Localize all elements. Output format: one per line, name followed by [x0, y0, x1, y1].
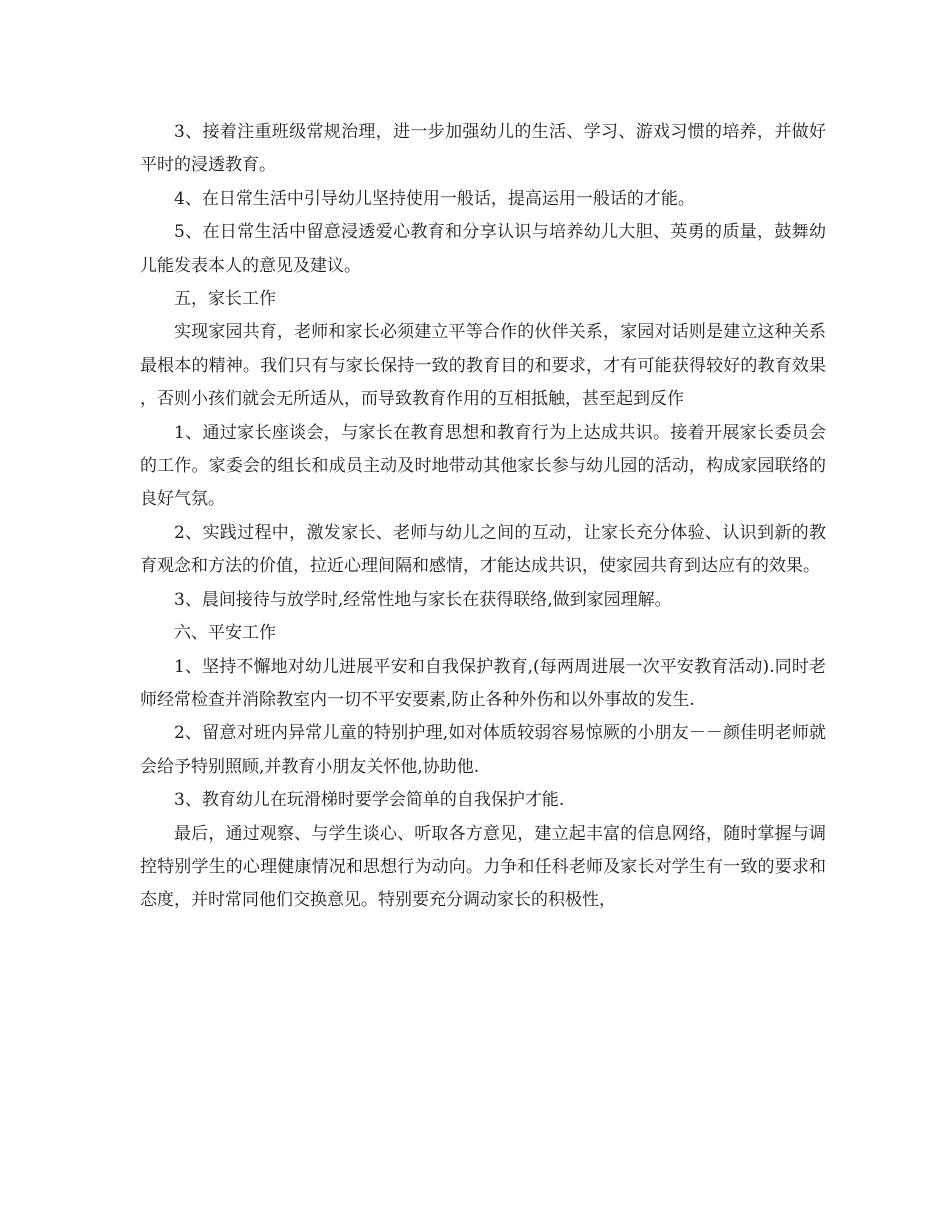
paragraph-special-care: 2、留意对班内异常儿童的特别护理,如对体质较弱容易惊厥的小朋友－－颜佳明老师就会给予特别照顾,并教育小朋友关怀他,协助他. [140, 723, 826, 777]
section-heading-parent-work: 五，家长工作 [174, 289, 276, 310]
paragraph-home-school-cooperation: 实现家园共育，老师和家长必须建立平等合作的伙伴关系，家园对话则是建立这种关系最根本的精神。我们只有与家长保持一致的教育目的和要求，才有可能获得较好的教育效果，否则小孩们就会无所适从，而导致教育作用的互相抵触，甚至起到反作 [140, 322, 826, 410]
paragraph-routine-management: 3、接着注重班级常规治理，进一步加强幼儿的生活、学习、游戏习惯的培养，并做好平时的浸透教育。 [140, 122, 826, 176]
paragraph-safety-education: 1、坚持不懈地对幼儿进展平安和自我保护教育,(每两周进展一次平安教育活动).同时老师经常检查并消除教室内一切不平安要素,防止各种外伤和以外事故的发生. [140, 656, 826, 710]
paragraph-morning-reception: 3、晨间接待与放学时,经常性地与家长在获得联络,做到家园理解。 [174, 589, 672, 610]
section-heading-safety-work: 六、平安工作 [174, 623, 276, 644]
paragraph-slide-safety: 3、教育幼儿在玩滑梯时要学会简单的自我保护才能. [174, 790, 565, 811]
document-page [140, 116, 826, 918]
paragraph-conclusion: 最后，通过观察、与学生谈心、听取各方意见，建立起丰富的信息网络，随时掌握与调控特别学生的心理健康情况和思想行为动向。力争和任科老师及家长对学生有一致的要求和态度，并时常同他们交换意见。特别要充分调动家长的积极性， [140, 823, 826, 911]
paragraph-practice-interaction: 2、实践过程中，激发家长、老师与幼儿之间的互动，让家长充分体验、认识到新的教育观念和方法的价值，拉近心理间隔和感情，才能达成共识，使家园共育到达应有的效果。 [140, 522, 826, 577]
paragraph-parent-meeting: 1、通过家长座谈会，与家长在教育思想和教育行为上达成共识。接着开展家长委员会的工作。家委会的组长和成员主动及时地带动其他家长参与幼儿园的活动，构成家园联络的良好气氛。 [140, 422, 826, 510]
paragraph-love-education: 5、在日常生活中留意浸透爱心教育和分享认识与培养幼儿大胆、英勇的质量，鼓舞幼儿能发表本人的意见及建议。 [140, 222, 826, 276]
paragraph-mandarin-use: 4、在日常生活中引导幼儿坚持使用一般话，提高运用一般话的才能。 [174, 188, 695, 209]
